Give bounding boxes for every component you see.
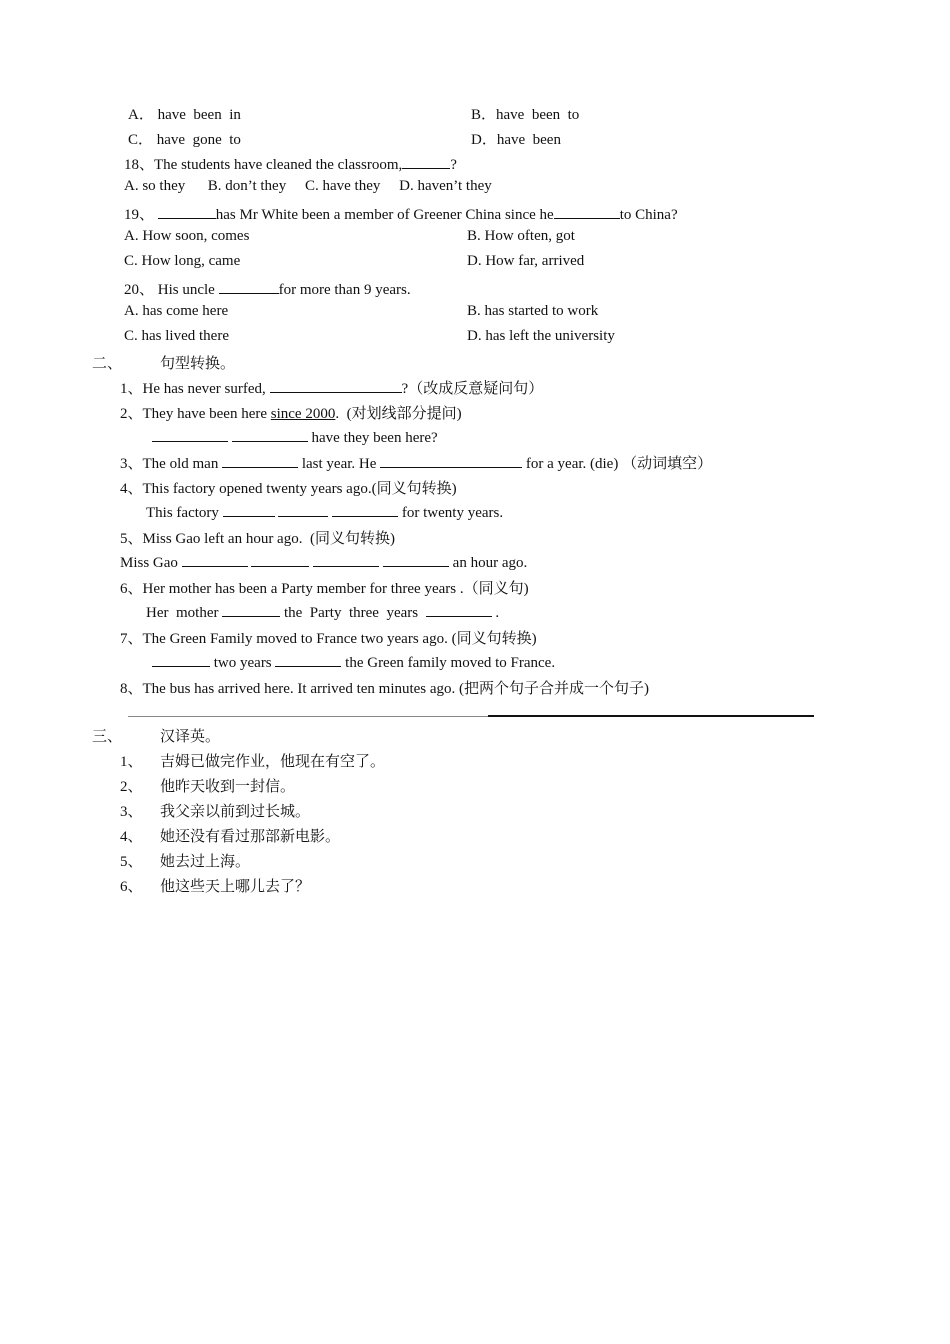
q19-option-b: B. How often, got (467, 228, 575, 244)
q19-stem: 19、 has Mr White been a member of Greener China since he to China? (124, 203, 678, 224)
s3-item-4-text: 她还没有看过那部新电影。 (160, 829, 341, 845)
q20-option-a: A. has come here (124, 303, 229, 319)
q18-options: A. so they B. don’t they C. have they D. haven’t they (124, 178, 492, 194)
s2-item-2: 2、They have been here since 2000. (对划线部分提问) (120, 406, 462, 422)
blank (380, 453, 522, 468)
s3-item-3-text: 我父亲以前到过长城。 (160, 804, 311, 820)
q17-option-a: A． have been in (128, 107, 241, 123)
q20-option-d: D. has left the university (467, 328, 615, 344)
s3-item-6-number: 6、 (120, 879, 143, 895)
s2-item-7: 7、The Green Family moved to France two years ago. (同义句转换) (120, 631, 537, 647)
section3-number: 三、 (92, 729, 123, 745)
s2-item-1: 1、He has never surfed, ?（改成反意疑问句） (120, 377, 543, 398)
blank (182, 552, 248, 567)
blank (152, 427, 228, 442)
blank (222, 602, 280, 617)
s3-item-4-number: 4、 (120, 829, 143, 845)
s2-item-6-answer: Her mother the Party three years . (146, 602, 499, 622)
s3-item-2-text: 他昨天收到一封信。 (160, 779, 296, 795)
section2-title: 句型转换。 (160, 356, 236, 372)
s2-item-6: 6、Her mother has been a Party member for three years .（同义句) (120, 581, 529, 597)
q17-option-b: B．have been to (471, 107, 580, 123)
section2-number: 二、 (92, 356, 123, 372)
blank (554, 204, 620, 219)
s3-item-1-number: 1、 (120, 754, 143, 770)
s2-item-8: 8、The bus has arrived here. It arrived ten minutes ago. (把两个句子合并成一个句子) (120, 681, 650, 697)
answer-line-right (488, 715, 814, 717)
q19-option-c: C. How long, came (124, 253, 241, 269)
blank (278, 502, 328, 517)
section3-title: 汉译英。 (160, 729, 221, 745)
blank (332, 502, 398, 517)
s2-item-3: 3、The old man last year. He for a year. (die) （动词填空） (120, 452, 712, 473)
q19-option-d: D. How far, arrived (467, 253, 585, 269)
s3-item-3-number: 3、 (120, 804, 143, 820)
q17-option-d: D．have been (471, 132, 561, 148)
q20-option-c: C. has lived there (124, 328, 229, 344)
answer-line-left (128, 716, 488, 717)
q20-option-b: B. has started to work (467, 303, 599, 319)
blank (158, 204, 216, 219)
q19-option-a: A. How soon, comes (124, 228, 250, 244)
blank (426, 602, 492, 617)
blank (402, 154, 450, 169)
s2-item-4-answer: This factory for twenty years. (146, 502, 503, 522)
s3-item-1-text: 吉姆已做完作业，他现在有空了。 (160, 754, 386, 770)
s3-item-5-number: 5、 (120, 854, 143, 870)
blank (222, 453, 298, 468)
s2-item-4: 4、This factory opened twenty years ago.(同义句转换) (120, 481, 457, 497)
s2-item-5-answer: Miss Gao an hour ago. (120, 552, 527, 572)
s2-item-2-answer: have they been here? (152, 427, 438, 447)
s2-item-7-answer: two years the Green family moved to France. (152, 652, 555, 672)
s3-item-5-text: 她去过上海。 (160, 854, 251, 870)
s3-item-2-number: 2、 (120, 779, 143, 795)
blank (313, 552, 379, 567)
blank (270, 378, 402, 393)
blank (219, 279, 279, 294)
q18-stem: 18、The students have cleaned the classroom, ? (124, 153, 457, 174)
blank (275, 652, 341, 667)
blank (383, 552, 449, 567)
blank (251, 552, 309, 567)
blank (152, 652, 210, 667)
q17-option-c: C． have gone to (128, 132, 241, 148)
blank (232, 427, 308, 442)
blank (223, 502, 275, 517)
s2-item-5: 5、Miss Gao left an hour ago. (同义句转换) (120, 531, 395, 547)
s3-item-6-text: 他这些天上哪儿去了？ (160, 879, 311, 895)
q20-stem: 20、 His uncle for more than 9 years. (124, 278, 411, 299)
